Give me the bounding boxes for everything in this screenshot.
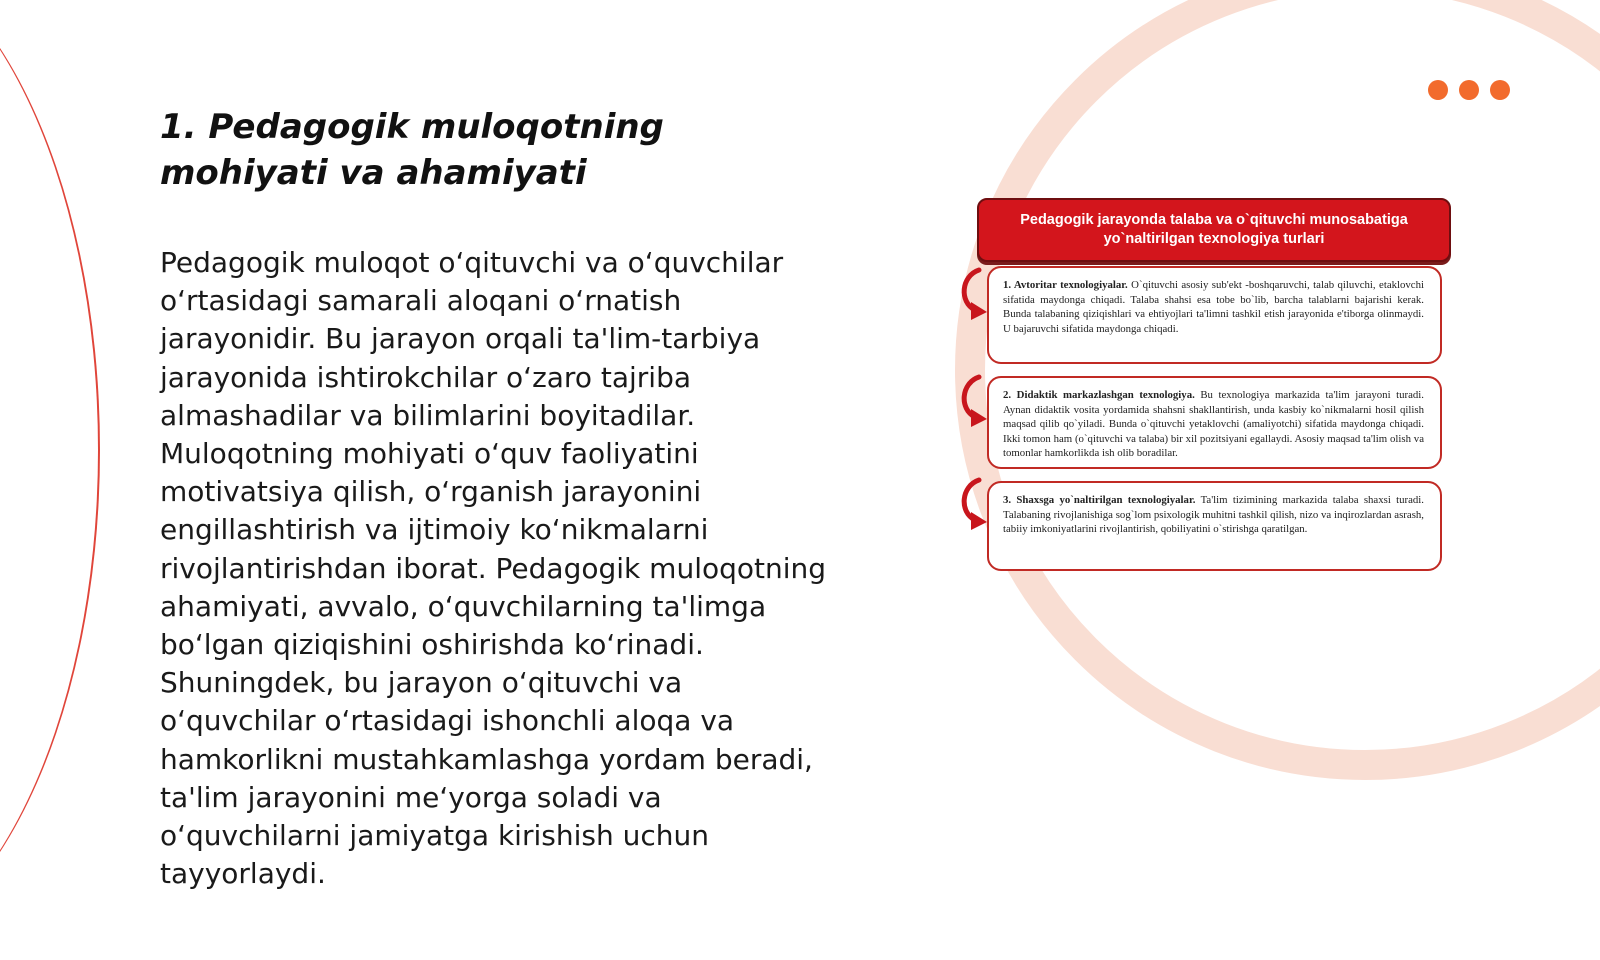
left-decorative-arc: [0, 0, 100, 960]
item-text: Ta'lim tizimining markazida talaba shaxsi turadi. Talabaning rivojlanishiga sog`lom psixologik muhitni tashkil qilish, nizo va inqirozlardan asrash, tabiiy imkoniyatlarini rivojlantirish, qobiliyatini o`stirishga qaratilgan.: [1003, 494, 1424, 536]
dot: [1428, 80, 1448, 100]
technology-item-person-oriented: [987, 481, 1442, 571]
three-dots-icon: [1428, 80, 1510, 100]
technology-types-figure: [955, 198, 1455, 578]
technology-item-authoritarian: [987, 266, 1442, 364]
item-title: 1. Avtoritar texnologiyalar.: [1003, 279, 1128, 291]
item-text: Bu texnologiya markazida ta'lim jarayoni turadi. Aynan didaktik vosita yordamida shahsni shakllantirish, unda kasbiy ko`nikmalarni hosil qilish maqsad qilib qo`yiladi. Bunda o`qituvchi yetaklovchi (amaliyotchi) sifatida maydonga chiqadi. Ikki tomon ham (o`qituvchi va talaba) bir xil pozitsiyani egallaydi. Asosiy maqsad ta'lim olish va tomonlar hamkorlikda ish olib boradilar.: [1003, 389, 1424, 460]
slide-body-text: Pedagogik muloqot o‘qituvchi va o‘quvchilar o‘rtasidagi samarali aloqani o‘rnatish jarayonidir. Bu jarayon orqali ta'lim-tarbiya jarayonida ishtirokchilar o‘zaro tajriba almashadilar va bilimlarini boyitadilar. Muloqotning mohiyati o‘quv faoliyatini motivatsiya qilish, o‘rganish jarayonini engillashtirish va ijtimoiy ko‘nikmalarni rivojlantirishdan iborat. Pedagogik muloqotning ahamiyati, avvalo, o‘quvchilarning ta'limga bo‘lgan qiziqishini oshirishda ko‘rinadi. Shuningdek, bu jarayon o‘qituvchi va o‘quvchilar o‘rtasidagi ishonchli aloqa va hamkorlikni mustahkamlashga yordam beradi, ta'lim jarayonini me‘yorga soladi va o‘quvchilarni jamiyatga kirishish uchun tayyorlaydi.: [160, 246, 827, 891]
item-title: 2. Didaktik markazlashgan texnologiya.: [1003, 389, 1195, 401]
item-text: O`qituvchi asosiy sub'ekt -boshqaruvchi, talab qiluvchi, etaklovchi sifatida maydonga chiqadi. Talaba shahsi esa tobe bo`lib, barcha talablarni bajarishi kerak. Bunda talabaning qiziqishlari va ehtiyojlari ta'limni tashkil etish jarayonida e'tiborga olinmaydi. U bajaruvchi sifatida maydonga chiqadi.: [1003, 279, 1424, 335]
dot: [1490, 80, 1510, 100]
slide-title: 1. Pedagogik muloqotning mohiyati va ahamiyati: [160, 107, 664, 193]
dot: [1459, 80, 1479, 100]
technology-item-didactic: [987, 376, 1442, 469]
figure-header: Pedagogik jarayonda talaba va o`qituvchi munosabatiga yo`naltirilgan texnologiya turlari: [977, 198, 1451, 262]
item-title: 3. Shaxsga yo`naltirilgan texnologiyalar.: [1003, 494, 1196, 506]
